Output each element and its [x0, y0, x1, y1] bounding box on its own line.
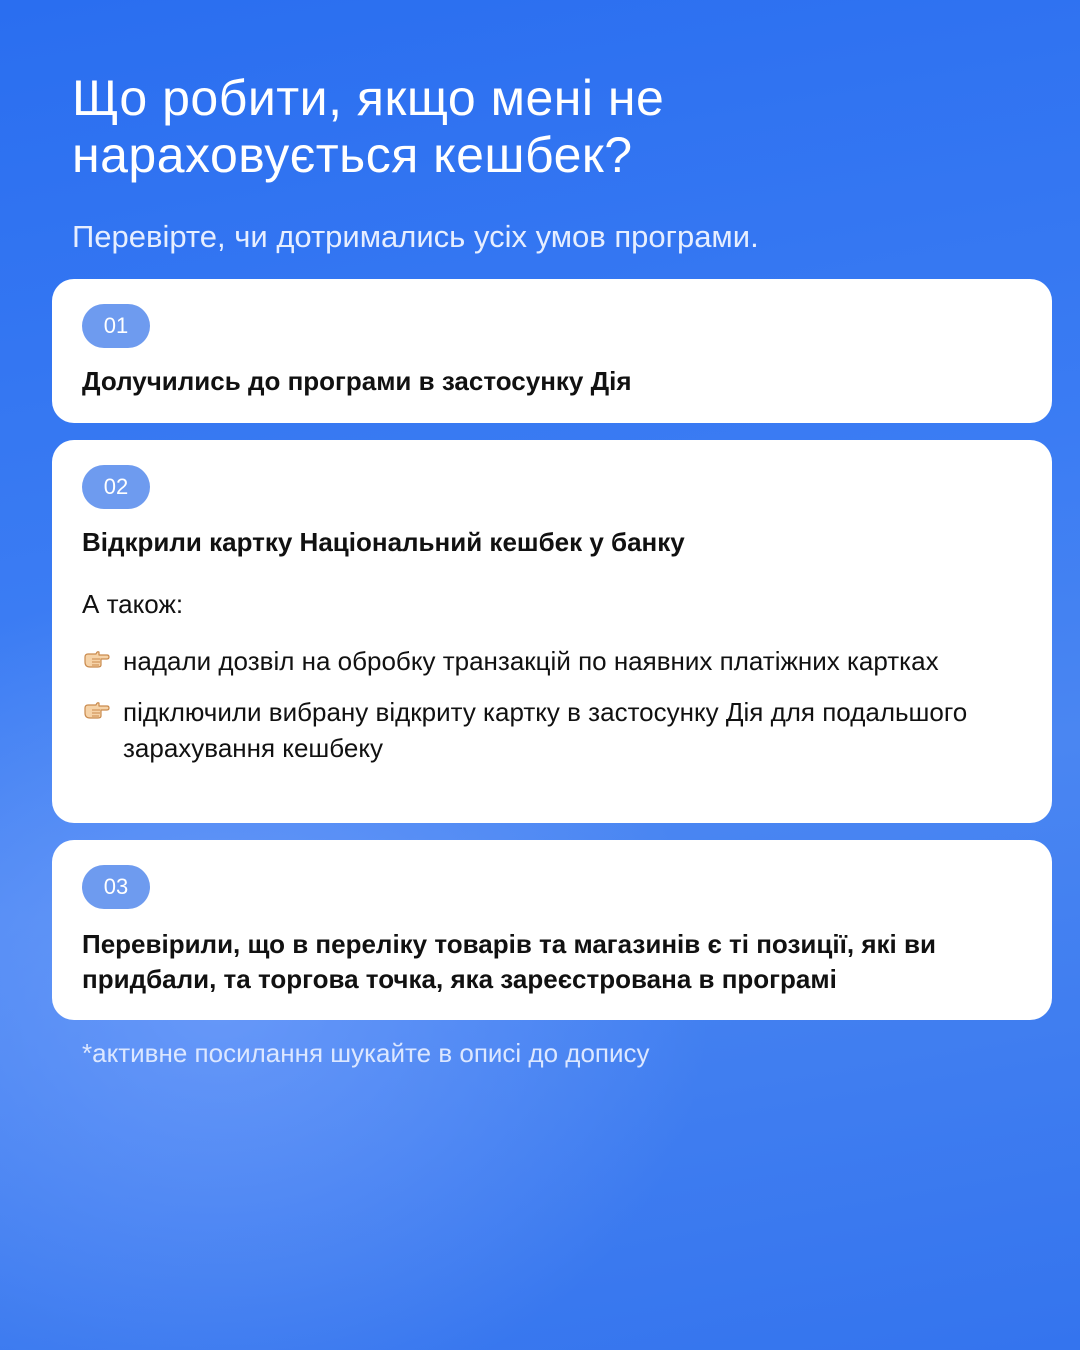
step-card-2	[52, 440, 1052, 823]
step-number-badge: 01	[82, 304, 150, 348]
list-item	[82, 643, 1022, 679]
list-item	[82, 694, 1022, 766]
step-heading: Перевірили, що в переліку товарів та магазинів є ті позиції, які ви придбали, та торгова точка, яка зареєстрована в програмі	[82, 929, 936, 994]
pointing-hand-icon	[82, 699, 110, 721]
condition-list	[82, 643, 1022, 781]
page-subtitle: Перевірте, чи дотримались усіх умов програми.	[72, 219, 759, 254]
step-number-badge: 03	[82, 865, 150, 909]
step-number-badge: 02	[82, 465, 150, 509]
pointing-hand-icon	[82, 648, 110, 670]
step-heading: Долучились до програми в застосунку Дія	[82, 366, 632, 396]
page-title: Що робити, якщо мені не нараховується кешбек?	[72, 70, 665, 183]
step-heading: Відкрили картку Національний кешбек у банку	[82, 527, 685, 557]
list-item-text: підключили вибрану відкриту картку в застосунку Дія для подальшого зарахування кешбеку	[123, 697, 968, 763]
step-card-1	[52, 279, 1052, 423]
list-item-text: надали дозвіл на обробку транзакцій по наявних платіжних картках	[123, 646, 939, 676]
also-label: А також:	[82, 589, 184, 619]
step-card-3	[52, 840, 1052, 1020]
footnote: *активне посилання шукайте в описі до допису	[82, 1038, 650, 1068]
